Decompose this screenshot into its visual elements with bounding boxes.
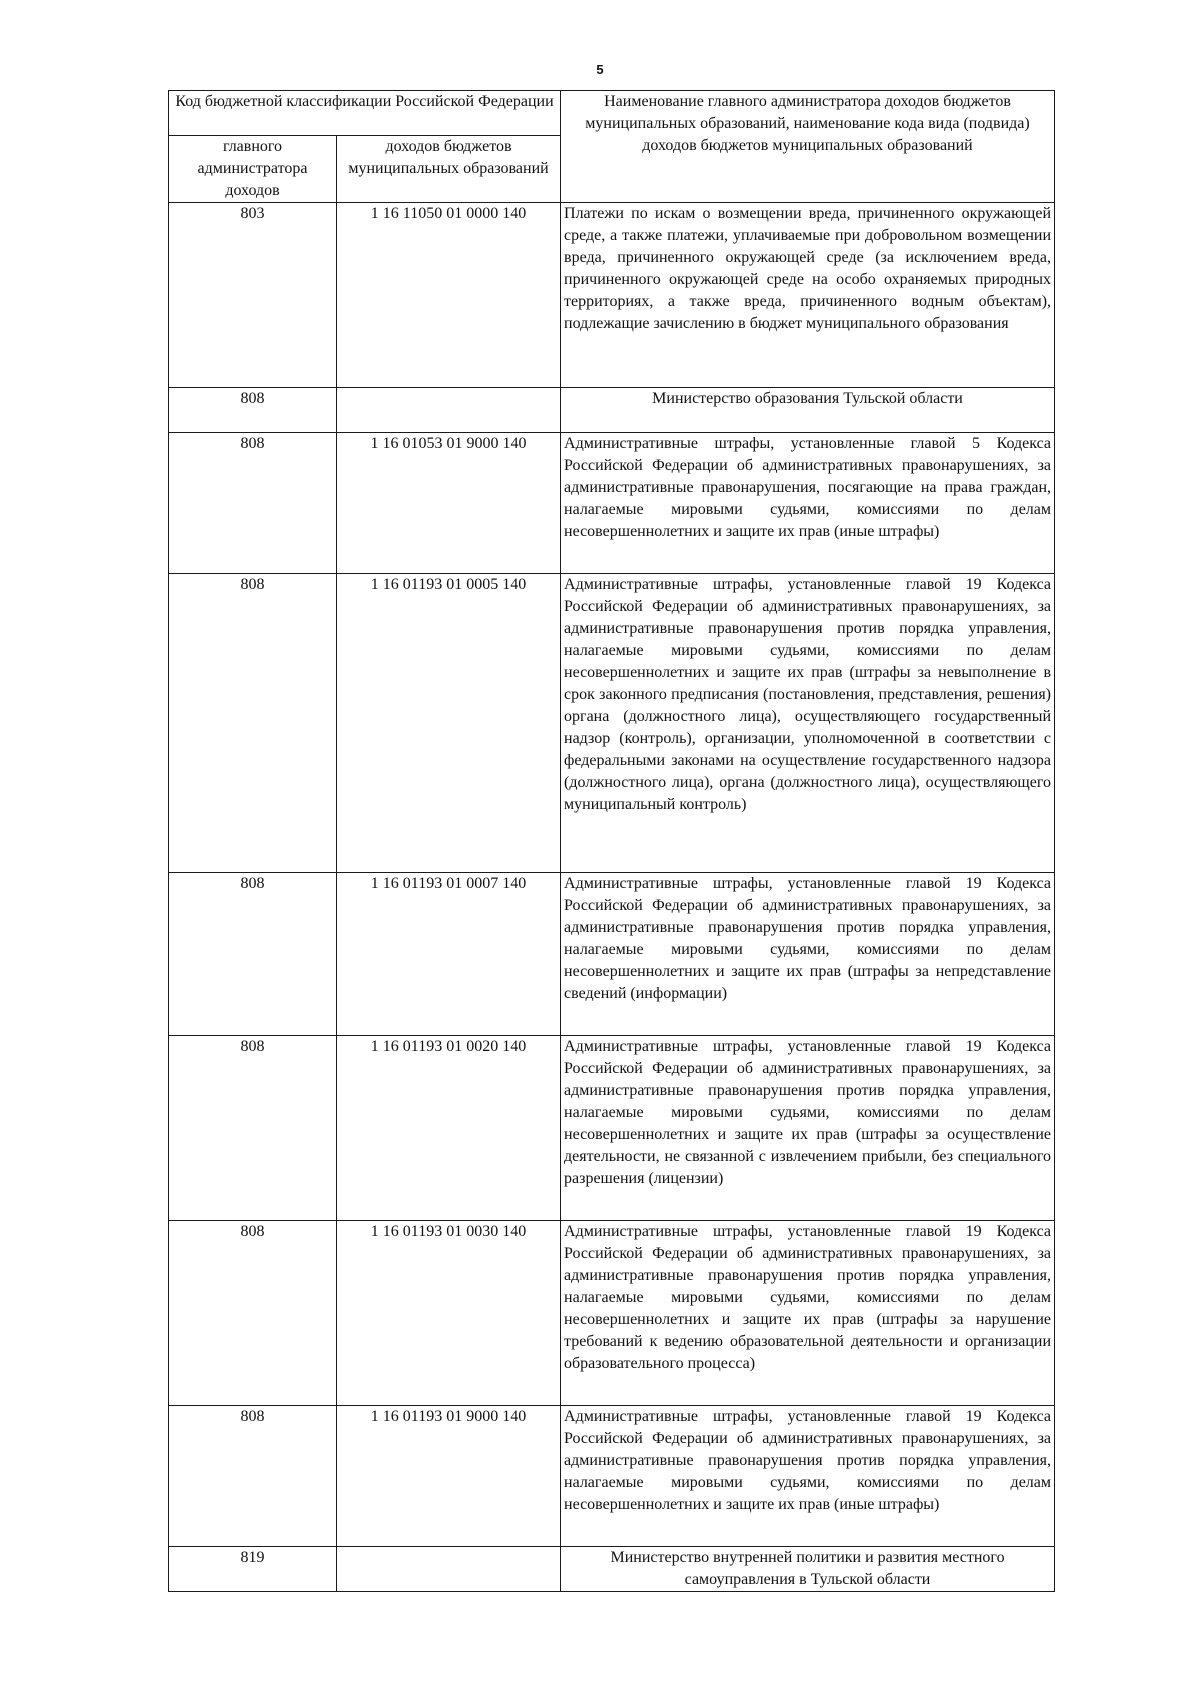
admin-code-cell: 808 bbox=[169, 574, 337, 873]
admin-code-cell: 808 bbox=[169, 873, 337, 1036]
header-code-group: Код бюджетной классификации Российской Федерации bbox=[169, 91, 561, 136]
income-name-cell: Административные штрафы, установленные главой 5 Кодекса Российской Федерации об административных правонарушениях, за административные правонарушения, посягающие на права граждан, налагаемые мировыми судьями, комиссиями по делам несовершеннолетних и защите их прав (иные штрафы) bbox=[561, 433, 1055, 574]
income-name-cell: Платежи по искам о возмещении вреда, причиненного окружающей среде, а также платежи, уплачиваемые при добровольном возмещении вреда, причиненного окружающей среде (за исключением вреда, причиненного окружающей среде на особо охраняемых природных территориях, а также вреда, причиненного водным объектам), подлежащие зачислению в бюджет муниципального образования bbox=[561, 203, 1055, 388]
table-row bbox=[169, 1547, 1055, 1592]
income-name-cell: Административные штрафы, установленные главой 19 Кодекса Российской Федерации об административных правонарушениях, за административные правонарушения против порядка управления, налагаемые мировыми судьями, комиссиями по делам несовершеннолетних и защите их прав (штрафы за невыполнение в срок законного предписания (постановления, представления, решения) органа (должностного лица), осуществляющего государственный надзор (контроль), организации, уполномоченной в соответствии с федеральными законами на осуществление государственного надзора (должностного лица), органа (должностного лица), осуществляющего муниципальный контроль) bbox=[561, 574, 1055, 873]
admin-code-cell: 819 bbox=[169, 1547, 337, 1592]
header-income-column: доходов бюджетов муниципальных образований bbox=[337, 136, 561, 203]
table-row bbox=[169, 1406, 1055, 1547]
table-row bbox=[169, 433, 1055, 574]
income-code-cell: 1 16 01193 01 0030 140 bbox=[337, 1221, 561, 1406]
administrator-name-cell: Министерство образования Тульской области bbox=[561, 388, 1055, 433]
header-name-column: Наименование главного администратора доходов бюджетов муниципальных образований, наименование кода вида (подвида) доходов бюджетов муниципальных образований bbox=[561, 91, 1055, 203]
income-code-cell: 1 16 01193 01 0007 140 bbox=[337, 873, 561, 1036]
table-row bbox=[169, 1221, 1055, 1406]
income-name-cell: Административные штрафы, установленные главой 19 Кодекса Российской Федерации об административных правонарушениях, за административные правонарушения против порядка управления, налагаемые мировыми судьями, комиссиями по делам несовершеннолетних и защите их прав (штрафы за непредставление сведений (информации) bbox=[561, 873, 1055, 1036]
table-row bbox=[169, 388, 1055, 433]
admin-code-cell: 808 bbox=[169, 388, 337, 433]
admin-code-cell: 808 bbox=[169, 1036, 337, 1221]
income-code-cell bbox=[337, 1547, 561, 1592]
income-code-cell: 1 16 01193 01 9000 140 bbox=[337, 1406, 561, 1547]
table-row bbox=[169, 574, 1055, 873]
income-code-cell: 1 16 11050 01 0000 140 bbox=[337, 203, 561, 388]
table-header bbox=[169, 91, 1055, 203]
admin-code-cell: 808 bbox=[169, 1406, 337, 1547]
table-row bbox=[169, 873, 1055, 1036]
income-name-cell: Административные штрафы, установленные главой 19 Кодекса Российской Федерации об административных правонарушениях, за административные правонарушения против порядка управления, налагаемые мировыми судьями, комиссиями по делам несовершеннолетних и защите их прав (иные штрафы) bbox=[561, 1406, 1055, 1547]
income-code-cell bbox=[337, 388, 561, 433]
table-row bbox=[169, 203, 1055, 388]
page-number: 5 bbox=[596, 62, 604, 77]
income-name-cell: Административные штрафы, установленные главой 19 Кодекса Российской Федерации об административных правонарушениях, за административные правонарушения против порядка управления, налагаемые мировыми судьями, комиссиями по делам несовершеннолетних и защите их прав (штрафы за осуществление деятельности, не связанной с извлечением прибыли, без специального разрешения (лицензии) bbox=[561, 1036, 1055, 1221]
table-row bbox=[169, 1036, 1055, 1221]
income-code-cell: 1 16 01193 01 0020 140 bbox=[337, 1036, 561, 1221]
income-code-cell: 1 16 01193 01 0005 140 bbox=[337, 574, 561, 873]
income-name-cell: Административные штрафы, установленные главой 19 Кодекса Российской Федерации об административных правонарушениях, за административные правонарушения против порядка управления, налагаемые мировыми судьями, комиссиями по делам несовершеннолетних и защите их прав (штрафы за нарушение требований к ведению образовательной деятельности и организации образовательного процесса) bbox=[561, 1221, 1055, 1406]
administrator-name-cell: Министерство внутренней политики и развития местного самоуправления в Тульской области bbox=[561, 1547, 1055, 1592]
admin-code-cell: 808 bbox=[169, 433, 337, 574]
admin-code-cell: 803 bbox=[169, 203, 337, 388]
budget-classification-table bbox=[168, 90, 1055, 1592]
table-body bbox=[169, 203, 1055, 1592]
income-code-cell: 1 16 01053 01 9000 140 bbox=[337, 433, 561, 574]
admin-code-cell: 808 bbox=[169, 1221, 337, 1406]
header-admin-column: главного администратора доходов bbox=[169, 136, 337, 203]
